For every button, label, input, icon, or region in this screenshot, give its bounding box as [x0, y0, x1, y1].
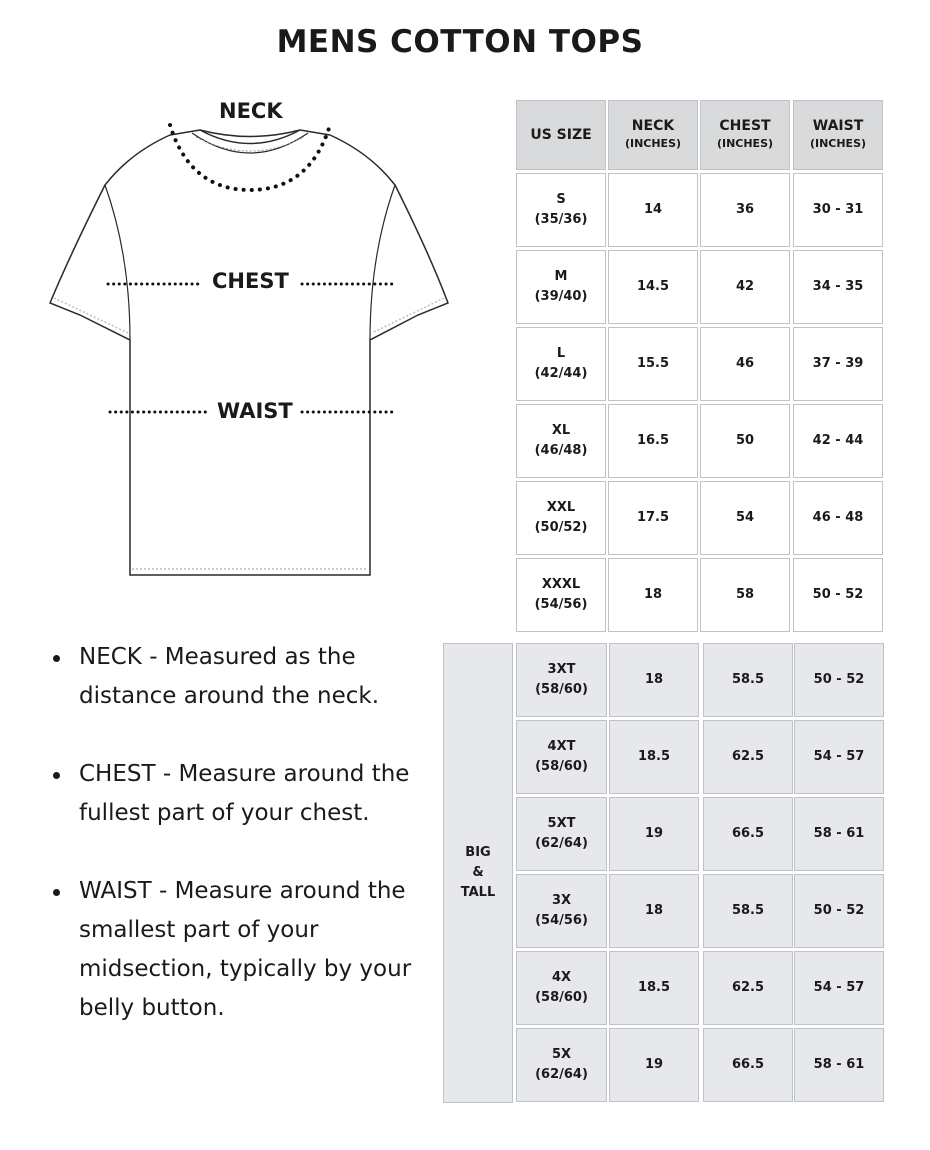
waist-value: 37 - 39: [812, 356, 864, 371]
chest-value: 42: [735, 279, 755, 294]
waist-label: WAIST: [211, 399, 299, 423]
size-label: M: [554, 269, 568, 284]
neck-value-cell: [608, 327, 698, 401]
size-equivalent: (58/60): [535, 990, 588, 1005]
chest-value-cell: [700, 481, 790, 555]
chest-label: CHEST: [206, 269, 295, 293]
chest-instruction: CHEST - Measure around the fullest part of your chest.: [45, 755, 425, 833]
waist-value: 58 - 61: [813, 1057, 865, 1072]
neck-value-cell: [609, 1028, 699, 1102]
neck-value-cell: [608, 250, 698, 324]
waist-value-cell: [794, 797, 884, 871]
chest-value-cell: [703, 1028, 793, 1102]
size-cell: [516, 951, 607, 1025]
size-label: 4XT: [547, 739, 576, 754]
big-tall-line: &: [472, 865, 484, 880]
tshirt-diagram: [40, 95, 460, 585]
waist-value-cell: [794, 951, 884, 1025]
chest-value: 58: [735, 587, 755, 602]
size-cell: [516, 327, 606, 401]
size-equivalent: (42/44): [534, 366, 588, 381]
neck-value: 17.5: [636, 510, 670, 525]
waist-value: 50 - 52: [813, 903, 865, 918]
size-label: 3X: [551, 893, 572, 908]
neck-value: 18: [644, 903, 664, 918]
neck-value: 18.5: [637, 749, 671, 764]
neck-value-cell: [608, 558, 698, 632]
chest-value-cell: [703, 797, 793, 871]
neck-value: 19: [644, 826, 664, 841]
header-unit: (INCHES): [809, 137, 867, 150]
neck-value: 16.5: [636, 433, 670, 448]
size-equivalent: (39/40): [534, 289, 588, 304]
size-label: XL: [551, 423, 571, 438]
chest-value: 50: [735, 433, 755, 448]
chest-value: 58.5: [731, 672, 765, 687]
neck-value: 14: [643, 202, 663, 217]
size-equivalent: (58/60): [535, 759, 588, 774]
waist-value: 30 - 31: [812, 202, 864, 217]
size-label: 5XT: [547, 816, 576, 831]
chest-value-cell: [700, 327, 790, 401]
header-label: NECK: [631, 118, 675, 134]
neck-value: 18: [643, 587, 663, 602]
chest-value-cell: [703, 951, 793, 1025]
waist-value-cell: [793, 404, 883, 478]
chest-value: 36: [735, 202, 755, 217]
neck-value: 18: [644, 672, 664, 687]
neck-value: 14.5: [636, 279, 670, 294]
size-label: XXXL: [541, 577, 581, 592]
neck-value-cell: [608, 404, 698, 478]
waist-value: 42 - 44: [812, 433, 864, 448]
big-tall-line: BIG: [465, 845, 491, 860]
size-cell: [516, 558, 606, 632]
chest-value: 58.5: [731, 903, 765, 918]
size-cell: [516, 1028, 607, 1102]
header-chest: [700, 100, 790, 170]
neck-value-cell: [609, 720, 699, 794]
size-label: 5X: [551, 1047, 572, 1062]
header-label: US SIZE: [530, 127, 592, 143]
waist-value-cell: [794, 874, 884, 948]
waist-value-cell: [794, 1028, 884, 1102]
neck-value-cell: [609, 643, 699, 717]
size-equivalent: (62/64): [535, 1067, 588, 1082]
big-tall-label: [443, 643, 513, 1103]
waist-value-cell: [793, 250, 883, 324]
waist-value-cell: [793, 173, 883, 247]
neck-value-cell: [609, 874, 699, 948]
size-equivalent: (54/56): [535, 913, 588, 928]
size-equivalent: (50/52): [534, 520, 588, 535]
waist-value: 58 - 61: [813, 826, 865, 841]
header-neck: [608, 100, 698, 170]
waist-value-cell: [793, 558, 883, 632]
size-cell: [516, 720, 607, 794]
waist-value-cell: [793, 327, 883, 401]
chest-value-cell: [703, 874, 793, 948]
neck-value-cell: [608, 173, 698, 247]
size-cell: [516, 173, 606, 247]
size-cell: [516, 643, 607, 717]
chest-value: 66.5: [731, 1057, 765, 1072]
neck-label: NECK: [219, 99, 283, 123]
size-equivalent: (35/36): [534, 212, 588, 227]
chest-value-cell: [700, 173, 790, 247]
size-label: 3XT: [547, 662, 576, 677]
neck-value: 18.5: [637, 980, 671, 995]
neck-value-cell: [609, 797, 699, 871]
size-cell: [516, 250, 606, 324]
size-equivalent: (62/64): [535, 836, 588, 851]
waist-value: 34 - 35: [812, 279, 864, 294]
neck-value-cell: [608, 481, 698, 555]
size-cell: [516, 404, 606, 478]
waist-value-cell: [793, 481, 883, 555]
big-tall-line: TALL: [460, 885, 496, 900]
header-unit: (INCHES): [624, 137, 682, 150]
size-equivalent: (54/56): [534, 597, 588, 612]
waist-instruction: WAIST - Measure around the smallest part of your midsection, typically by your belly button.: [45, 872, 425, 1028]
chest-value: 62.5: [731, 749, 765, 764]
size-cell: [516, 797, 607, 871]
waist-value-cell: [794, 720, 884, 794]
page-title: MENS COTTON TOPS: [276, 24, 644, 60]
header-unit: (INCHES): [716, 137, 774, 150]
chest-value: 54: [735, 510, 755, 525]
chest-value-cell: [700, 558, 790, 632]
waist-value: 46 - 48: [812, 510, 864, 525]
neck-value-cell: [609, 951, 699, 1025]
header-label: WAIST: [812, 118, 864, 134]
chest-value: 46: [735, 356, 755, 371]
size-label: XXL: [546, 500, 576, 515]
waist-value: 54 - 57: [813, 749, 865, 764]
waist-value: 50 - 52: [812, 587, 864, 602]
chest-value: 66.5: [731, 826, 765, 841]
size-equivalent: (58/60): [535, 682, 588, 697]
chest-value-cell: [700, 250, 790, 324]
size-equivalent: (46/48): [534, 443, 588, 458]
size-cell: [516, 481, 606, 555]
size-label: S: [556, 192, 566, 207]
size-cell: [516, 874, 607, 948]
size-label: L: [556, 346, 566, 361]
header-label: CHEST: [719, 118, 771, 134]
neck-value: 15.5: [636, 356, 670, 371]
header-us-size: [516, 100, 606, 170]
chest-value-cell: [703, 720, 793, 794]
chest-value-cell: [703, 643, 793, 717]
tshirt-illustration: [40, 95, 460, 585]
measurement-instructions: [45, 638, 425, 1067]
neck-instruction: NECK - Measured as the distance around the neck.: [45, 638, 425, 716]
neck-value: 19: [644, 1057, 664, 1072]
waist-value-cell: [794, 643, 884, 717]
header-waist: [793, 100, 883, 170]
chest-value: 62.5: [731, 980, 765, 995]
waist-value: 54 - 57: [813, 980, 865, 995]
chest-value-cell: [700, 404, 790, 478]
size-label: 4X: [551, 970, 572, 985]
waist-value: 50 - 52: [813, 672, 865, 687]
